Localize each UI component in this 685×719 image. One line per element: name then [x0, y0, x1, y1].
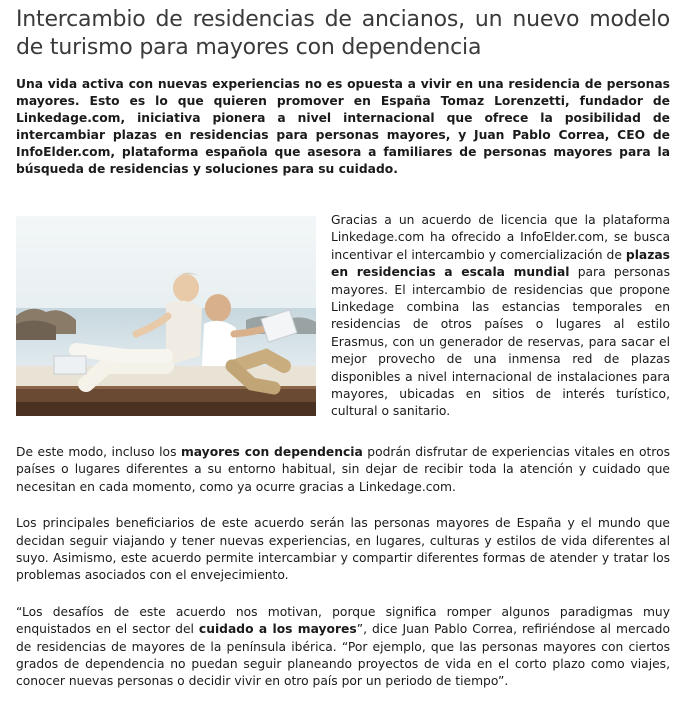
seniors-beach-photo	[16, 216, 316, 416]
bold-phrase-1: plazas en residencias a escala mundial	[331, 247, 670, 280]
seniors-beach-illustration	[16, 216, 316, 416]
article	[16, 6, 670, 691]
article-lead: Una vida activa con nuevas experiencias no es opuesta a vivir en una residencia de personas mayores. Esto es lo que quieren promover en España Tomaz Lorenzetti, fundador de Linkedage.com, iniciativa pionera a nivel internacional que ofrece la posibilidad de intercambiar plazas en residencias para personas mayores, y Juan Pablo Correa, CEO de InfoElder.com, plataforma española que asesora a familiares de personas mayores para la búsqueda de residencias y soluciones para su cuidado.	[16, 77, 670, 176]
paragraph-4: “Los desafíos de este acuerdo nos motivan, porque significa romper algunos paradigmas muy enquistados en el sector del cuidado a los mayores”, dice Juan Pablo Correa, refiriéndose al mercado de residencias de mayores de la península ibérica. “Por ejemplo, que las personas mayores con ciertos grados de dependencia no puedan seguir planeando proyectos de vida en el corto plazo como viajes, conocer nuevas personas o decidir vivir en otro país por un periodo de tiempo”.	[16, 604, 671, 689]
paragraph-3: Los principales beneficiarios de este acuerdo serán las personas mayores de España y el mundo que decidan seguir viajando y tener nuevas experiencias, en lugares, culturas y estilos de vida diferentes al suyo. Asimismo, este acuerdo permite intercambiar y compartir diferentes formas de atender y tratar los problemas asociados con el envejecimiento.	[16, 516, 670, 583]
bold-phrase-4: cuidado a los mayores	[198, 622, 357, 637]
bold-phrase-2: mayores con dependencia	[180, 445, 363, 459]
paragraph-2: De este modo, incluso los mayores con dependencia podrán disfrutar de experiencias vitales en otros países o lugares diferentes a su entorno habitual, sin dejar de recibir toda la atención y cuidado que necesitan en cada momento, como ya ocurre gracias a Linkedage.com.	[16, 445, 671, 494]
paragraph-1: Gracias a un acuerdo de licencia que la plataforma Linkedage.com ha ofrecido a InfoElder.com, se busca incentivar el intercambio y comercialización de plazas en residencias a escala mundial para personas mayores. El intercambio de residencias que propone Linkedage combina las estancias temporales en residencias de otros países o lugares al estilo Erasmus, con un generador de reservas, para sacar el mejor provecho de una inmensa red de plazas disponibles a nivel internacional de instalaciones para mayores, ubicadas en sitios de interés turístico, cultural o sanitario.	[331, 213, 670, 419]
figure-row	[16, 212, 670, 430]
article-title: Intercambio de residencias de ancianos, un nuevo modelo de turismo para mayores con dependencia	[16, 7, 670, 60]
